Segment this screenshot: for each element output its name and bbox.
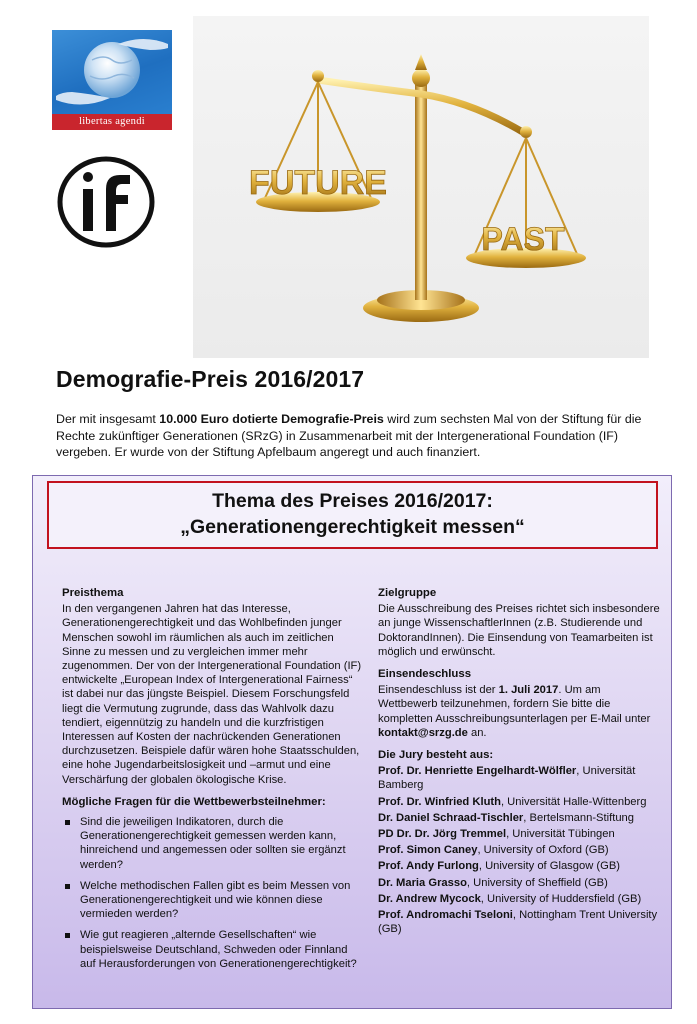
jury-name: Dr. Maria Grasso <box>378 876 467 889</box>
jury-affiliation: , University of Oxford (GB) <box>477 844 609 857</box>
bullet-square-icon <box>65 884 70 889</box>
list-item <box>62 928 362 971</box>
jury-name: Prof. Andy Furlong <box>378 860 479 873</box>
contact-email-link[interactable]: kontakt@srzg.de <box>378 726 468 739</box>
bullet-square-icon <box>65 820 70 825</box>
question-text: Welche methodischen Fallen gibt es beim Messen von Generationengerechtigkeit und wie können diese vermieden werden? <box>80 879 351 921</box>
zielgruppe-heading: Zielgruppe <box>378 587 437 599</box>
list-item <box>378 843 660 857</box>
deadline-date: 1. Juli 2017 <box>498 684 559 697</box>
globe-hands-image <box>52 30 172 114</box>
topic-title: Thema des Preises 2016/2017: <box>212 490 493 512</box>
jury-affiliation: , University of Glasgow (GB) <box>478 860 621 873</box>
list-item <box>62 879 362 922</box>
jury-heading: Die Jury besteht aus: <box>378 749 494 762</box>
jury-name: Prof. Andromachi Tseloni <box>378 909 513 922</box>
jury-affiliation: , University of Sheffield (GB) <box>466 876 608 889</box>
list-item <box>378 859 660 873</box>
right-column <box>378 586 660 938</box>
list-item <box>378 811 660 825</box>
deadline-text-1: Einsendeschluss ist der <box>378 684 499 697</box>
deadline-text <box>378 683 660 740</box>
page-title: Demografie-Preis 2016/2017 <box>56 366 365 392</box>
preisthema-text: In den vergangenen Jahren hat das Interesse, Generationengerechtigkeit und das Wohlbefinden junger Menschen sowohl im räumlichen als auch im zeitlichen Sinne zu messen und zu vergleichen immer mehr zugenommen. Der von der Intergenerational Foundation (IF) entwickelte „European Index of Intergenerational Fairness“ ist dabei nur das jüngste Beispiel. Diesem Forschungsfeld liegt die Vermutung zugrunde, dass das Wahlvolk dazu tendiert, eigennützig zu handeln und die kurzfristigen Interessen auf Kosten der nachrückenden Generationen durchzusetzen. Beispiele dafür wären hohe Staatsschulden, eine hohe Jugendarbeitslosigkeit und –armut und eine Verschärfung der globalen ökologische Krise. <box>62 603 362 786</box>
bullet-square-icon <box>65 933 70 938</box>
list-item <box>378 892 660 906</box>
jury-affiliation: , Universität Bamberg <box>378 765 636 792</box>
intro-prize-amount: 10.000 Euro dotierte Demografie-Preis <box>159 412 384 426</box>
globe-icon <box>52 30 172 114</box>
topic-subtitle: „Generationengerechtigkeit messen“ <box>180 516 525 538</box>
deadline-text-2: . Um am Wettbewerb teilzunehmen, fordern Sie bitte die kompletten Ausschreibungsunterlagen per E-Mail unter <box>378 684 651 725</box>
question-text: Wie gut reagieren „alternde Gesellschaften“ wie beispielsweise Deutschland, Schweden oder Finnland auf Herausforderungen von Generationengerechtigkeit? <box>80 929 357 970</box>
list-item <box>378 908 660 936</box>
questions-list <box>62 815 362 971</box>
balance-scale-icon <box>193 16 649 358</box>
jury-affiliation: , Nottingham Trent University (GB) <box>378 909 658 936</box>
libertas-agendi-logo <box>52 30 172 130</box>
future-word: FUTURE <box>249 164 387 202</box>
intro-text-2: wird zum sechsten Mal von der Stiftung für die Rechte zukünftiger Generationen (SRzG) in Zusammenarbeit mit der Intergenerational Foundation (IF) vergeben. Er wurde von der Stiftung Apfelbaum angeregt und auch finanziert. <box>56 412 642 459</box>
preisthema-heading: Preisthema <box>62 587 124 599</box>
jury-name: Prof. Dr. Henriette Engelhardt-Wölfler <box>378 765 577 778</box>
jury-affiliation: , University of Huddersfield (GB) <box>480 892 642 905</box>
intro-text-1: Der mit insgesamt <box>56 412 160 426</box>
hero-balance-image <box>193 16 649 358</box>
intro-paragraph <box>56 411 644 461</box>
if-circle-icon <box>56 155 156 249</box>
question-text: Sind die jeweiligen Indikatoren, durch die Generationengerechtigkeit gemessen werden kann, hinreichend und angemessen oder sollten sie ergänzt werden? <box>80 816 346 871</box>
list-item <box>62 815 362 872</box>
left-column <box>62 586 362 978</box>
topic-box <box>47 481 658 549</box>
jury-name: PD Dr. Dr. Jörg Tremmel <box>378 828 507 841</box>
deadline-heading: Einsendeschluss <box>378 668 472 681</box>
jury-name: Prof. Simon Caney <box>378 844 478 857</box>
list-item <box>378 876 660 890</box>
jury-name: Prof. Dr. Winfried Kluth <box>378 795 501 808</box>
if-logo <box>56 155 156 249</box>
jury-affiliation: , Universität Halle-Wittenberg <box>500 795 647 808</box>
logo-caption: libertas agendi <box>52 114 172 130</box>
jury-name: Dr. Daniel Schraad-Tischler <box>378 811 524 824</box>
jury-affiliation: , Bertelsmann-Stiftung <box>523 811 634 824</box>
list-item <box>378 764 660 792</box>
deadline-text-3: an. <box>467 726 487 739</box>
past-word: PAST <box>481 221 565 257</box>
list-item <box>378 827 660 841</box>
jury-affiliation: , Universität Tübingen <box>506 828 615 841</box>
questions-heading: Mögliche Fragen für die Wettbewerbsteilnehmer: <box>62 795 326 808</box>
jury-list <box>378 764 660 936</box>
list-item <box>378 795 660 809</box>
zielgruppe-text: Die Ausschreibung des Preises richtet sich insbesondere an junge WissenschaftlerInnen (z.B. Studierende und DoktorandInnen). Die Einsendung von Teamarbeiten ist möglich und erwünscht. <box>378 603 660 658</box>
jury-name: Dr. Andrew Mycock <box>378 892 481 905</box>
